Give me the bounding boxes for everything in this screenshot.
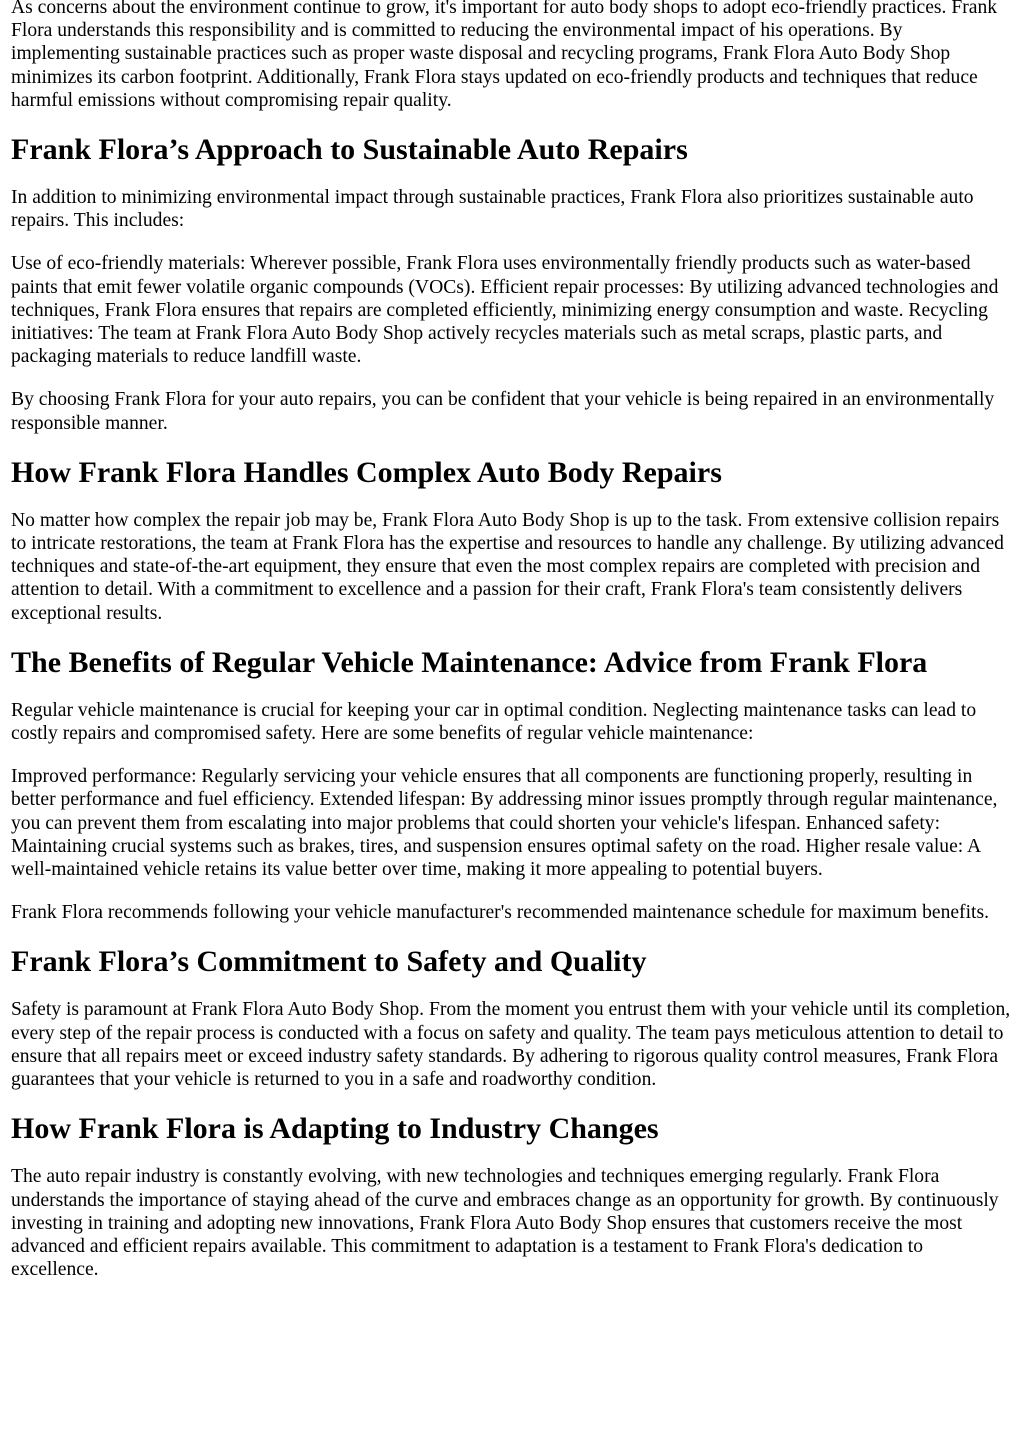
section-paragraph: Use of eco-friendly materials: Wherever possible, Frank Flora uses environmentally friendly products such as water-based paints that emit fewer volatile organic compounds (VOCs). Efficient repair processes: By utilizing advanced technologies and techniques, Frank Flora ensures that repairs are completed efficiently, minimizing energy consumption and waste. Recycling initiatives: The team at Frank Flora Auto Body Shop actively recycles materials such as metal scraps, plastic parts, and packaging materials to reduce landfill waste. xyxy=(11,253,999,368)
section-heading: The Benefits of Regular Vehicle Maintenance: Advice from Frank Flora xyxy=(11,645,928,679)
section-paragraph: Frank Flora recommends following your vehicle manufacturer's recommended maintenance schedule for maximum benefits. xyxy=(11,902,989,924)
section-heading: Frank Flora’s Commitment to Safety and Quality xyxy=(11,945,647,979)
section-industry-changes xyxy=(11,1111,1013,1281)
section-paragraph: Improved performance: Regularly servicing your vehicle ensures that all components are functioning properly, resulting in better performance and fuel efficiency. Extended lifespan: By addressing minor issues promptly through regular maintenance, you can prevent them from escalating into major problems that could shorten your vehicle's lifespan. Enhanced safety: Maintaining crucial systems such as brakes, tires, and suspension ensures optimal safety on the road. Higher resale value: A well-maintained vehicle retains its value better over time, making it more appealing to potential buyers. xyxy=(11,766,998,881)
section-paragraph: In addition to minimizing environmental impact through sustainable practices, Frank Flora also prioritizes sustainable auto repairs. This includes: xyxy=(11,187,974,232)
section-heading: How Frank Flora Handles Complex Auto Body Repairs xyxy=(11,455,722,489)
section-heading: Frank Flora’s Approach to Sustainable Auto Repairs xyxy=(11,133,688,167)
section-paragraph: The auto repair industry is constantly evolving, with new technologies and techniques emerging regularly. Frank Flora understands the importance of staying ahead of the curve and embraces change as an opportunity for growth. By continuously investing in training and adopting new innovations, Frank Flora Auto Body Shop ensures that customers receive the most advanced and efficient repairs available. This commitment to adaptation is a testament to Frank Flora's dedication to excellence. xyxy=(11,1166,999,1281)
section-regular-maintenance xyxy=(11,645,1013,925)
section-paragraph: Safety is paramount at Frank Flora Auto Body Shop. From the moment you entrust them with your vehicle until its completion, every step of the repair process is conducted with a focus on safety and quality. The team pays meticulous attention to detail to ensure that all repairs meet or exceed industry safety standards. By adhering to rigorous quality control measures, Frank Flora guarantees that your vehicle is returned to you in a safe and roadworthy condition. xyxy=(11,999,1011,1091)
section-sustainable-repairs xyxy=(11,132,1013,435)
section-safety-quality xyxy=(11,944,1013,1091)
section-heading: How Frank Flora is Adapting to Industry Changes xyxy=(11,1112,659,1146)
intro-paragraph: As concerns about the environment continue to grow, it's important for auto body shops to adopt eco-friendly practices. Frank Flora understands this responsibility and is committed to reducing the environmental impact of his operations. By implementing sustainable practices such as proper waste disposal and recycling programs, Frank Flora Auto Body Shop minimizes its carbon footprint. Additionally, Frank Flora stays updated on eco-friendly products and techniques that reduce harmful emissions without compromising repair quality. xyxy=(11,0,998,111)
section-paragraph: No matter how complex the repair job may be, Frank Flora Auto Body Shop is up to the task. From extensive collision repairs to intricate restorations, the team at Frank Flora has the expertise and resources to handle any challenge. By utilizing advanced techniques and state-of-the-art equipment, they ensure that even the most complex repairs are completed with precision and attention to detail. With a commitment to excellence and a passion for their craft, Frank Flora's team consistently delivers exceptional results. xyxy=(11,509,1004,624)
section-paragraph: By choosing Frank Flora for your auto repairs, you can be confident that your vehicle is being repaired in an environmentally responsible manner. xyxy=(11,389,995,434)
section-paragraph: Regular vehicle maintenance is crucial for keeping your car in optimal condition. Neglecting maintenance tasks can lead to costly repairs and compromised safety. Here are some benefits of regular vehicle maintenance: xyxy=(11,699,977,745)
section-complex-repairs xyxy=(11,455,1013,625)
